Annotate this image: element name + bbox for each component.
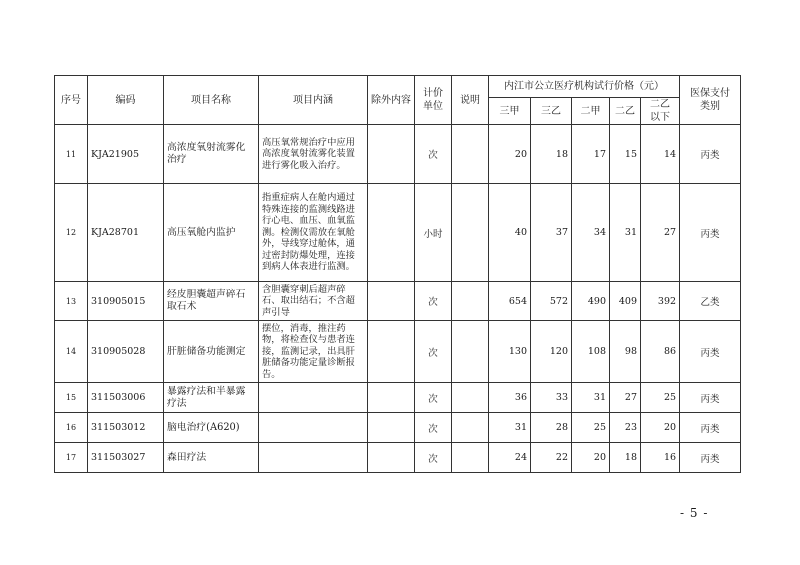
price-table — [54, 75, 741, 473]
row-note — [452, 413, 489, 443]
row-price: 120 — [531, 321, 572, 383]
header-code: 编码 — [88, 76, 164, 125]
row-exclusion — [368, 383, 415, 413]
row-content — [259, 413, 368, 443]
row-insurance: 丙类 — [680, 443, 741, 473]
row-seq: 16 — [55, 413, 88, 443]
row-note — [452, 321, 489, 383]
row-seq: 13 — [55, 282, 88, 321]
row-price: 31 — [489, 413, 531, 443]
row-unit: 次 — [415, 321, 452, 383]
row-price: 20 — [572, 443, 610, 473]
table-row — [55, 125, 741, 184]
row-code: 310905015 — [88, 282, 164, 321]
row-price: 37 — [531, 184, 572, 282]
row-name: 高浓度氧射流雾化治疗 — [164, 125, 259, 184]
header-price-group: 内江市公立医疗机构试行价格（元） — [489, 76, 680, 98]
header-seq: 序号 — [55, 76, 88, 125]
row-name: 森田疗法 — [164, 443, 259, 473]
row-exclusion — [368, 321, 415, 383]
row-note — [452, 443, 489, 473]
header-row-1 — [55, 76, 741, 98]
row-code: 311503006 — [88, 383, 164, 413]
row-content — [259, 383, 368, 413]
row-price: 18 — [531, 125, 572, 184]
row-price: 490 — [572, 282, 610, 321]
table-row — [55, 443, 741, 473]
row-seq: 15 — [55, 383, 88, 413]
row-exclusion — [368, 125, 415, 184]
row-price: 24 — [489, 443, 531, 473]
row-seq: 17 — [55, 443, 88, 473]
row-content: 高压氧常规治疗中应用高浓度氧射流雾化装置进行雾化吸入治疗。 — [259, 125, 368, 184]
row-price: 27 — [641, 184, 680, 282]
row-price: 16 — [641, 443, 680, 473]
row-unit: 次 — [415, 282, 452, 321]
row-unit: 次 — [415, 383, 452, 413]
table-row — [55, 413, 741, 443]
table-row — [55, 282, 741, 321]
row-price: 20 — [489, 125, 531, 184]
row-price: 34 — [572, 184, 610, 282]
header-level-eryi-below: 二乙以下 — [641, 98, 680, 125]
header-level-erjia: 二甲 — [572, 98, 610, 125]
row-name: 经皮胆囊超声碎石取石术 — [164, 282, 259, 321]
row-price: 108 — [572, 321, 610, 383]
row-price: 14 — [641, 125, 680, 184]
row-insurance: 丙类 — [680, 184, 741, 282]
row-code: 310905028 — [88, 321, 164, 383]
row-seq: 12 — [55, 184, 88, 282]
header-level-sanyi: 三乙 — [531, 98, 572, 125]
header-level-sanjia: 三甲 — [489, 98, 531, 125]
row-price: 20 — [641, 413, 680, 443]
row-content: 含胆囊穿刺后超声碎石、取出结石；不含超声引导 — [259, 282, 368, 321]
header-level-eryi: 二乙 — [610, 98, 641, 125]
row-exclusion — [368, 443, 415, 473]
row-note — [452, 125, 489, 184]
header-insurance: 医保支付类别 — [680, 76, 741, 125]
row-price: 86 — [641, 321, 680, 383]
row-price: 33 — [531, 383, 572, 413]
row-code: 311503027 — [88, 443, 164, 473]
header-name: 项目名称 — [164, 76, 259, 125]
row-price: 98 — [610, 321, 641, 383]
row-price: 27 — [610, 383, 641, 413]
row-content — [259, 443, 368, 473]
row-price: 23 — [610, 413, 641, 443]
row-content: 指重症病人在舱内通过特殊连接的监测线路进行心电、血压、血氧监测。检测仪需放在氧舱外，导线穿过舱体，通过密封防爆处理，连接到病人体表进行监测。 — [259, 184, 368, 282]
row-content: 摆位，消毒，推注药物，将检查仪与患者连接，监测记录，出具肝脏储备功能定量诊断报告。 — [259, 321, 368, 383]
header-exclusion: 除外内容 — [368, 76, 415, 125]
row-price: 40 — [489, 184, 531, 282]
row-price: 28 — [531, 413, 572, 443]
row-price: 18 — [610, 443, 641, 473]
row-code: KJA28701 — [88, 184, 164, 282]
row-exclusion — [368, 282, 415, 321]
row-insurance: 丙类 — [680, 125, 741, 184]
header-content: 项目内涵 — [259, 76, 368, 125]
row-insurance: 乙类 — [680, 282, 741, 321]
row-name: 高压氧舱内监护 — [164, 184, 259, 282]
row-exclusion — [368, 184, 415, 282]
row-name: 脑电治疗(A620) — [164, 413, 259, 443]
row-price: 31 — [572, 383, 610, 413]
row-seq: 14 — [55, 321, 88, 383]
row-exclusion — [368, 413, 415, 443]
row-price: 654 — [489, 282, 531, 321]
row-price: 22 — [531, 443, 572, 473]
row-seq: 11 — [55, 125, 88, 184]
row-price: 17 — [572, 125, 610, 184]
row-price: 130 — [489, 321, 531, 383]
row-price: 36 — [489, 383, 531, 413]
row-insurance: 丙类 — [680, 413, 741, 443]
header-note: 说明 — [452, 76, 489, 125]
row-code: KJA21905 — [88, 125, 164, 184]
row-unit: 次 — [415, 125, 452, 184]
row-insurance: 丙类 — [680, 383, 741, 413]
row-price: 25 — [641, 383, 680, 413]
row-unit: 小时 — [415, 184, 452, 282]
row-unit: 次 — [415, 443, 452, 473]
row-note — [452, 383, 489, 413]
row-note — [452, 184, 489, 282]
page-number: - 5 - — [680, 506, 709, 520]
row-price: 392 — [641, 282, 680, 321]
table-row — [55, 383, 741, 413]
row-code: 311503012 — [88, 413, 164, 443]
header-unit: 计价单位 — [415, 76, 452, 125]
table-row — [55, 184, 741, 282]
row-insurance: 丙类 — [680, 321, 741, 383]
row-price: 409 — [610, 282, 641, 321]
table-row — [55, 321, 741, 383]
row-note — [452, 282, 489, 321]
row-price: 572 — [531, 282, 572, 321]
row-name: 肝脏储备功能测定 — [164, 321, 259, 383]
row-price: 15 — [610, 125, 641, 184]
row-unit: 次 — [415, 413, 452, 443]
row-name: 暴露疗法和半暴露疗法 — [164, 383, 259, 413]
row-price: 25 — [572, 413, 610, 443]
row-price: 31 — [610, 184, 641, 282]
